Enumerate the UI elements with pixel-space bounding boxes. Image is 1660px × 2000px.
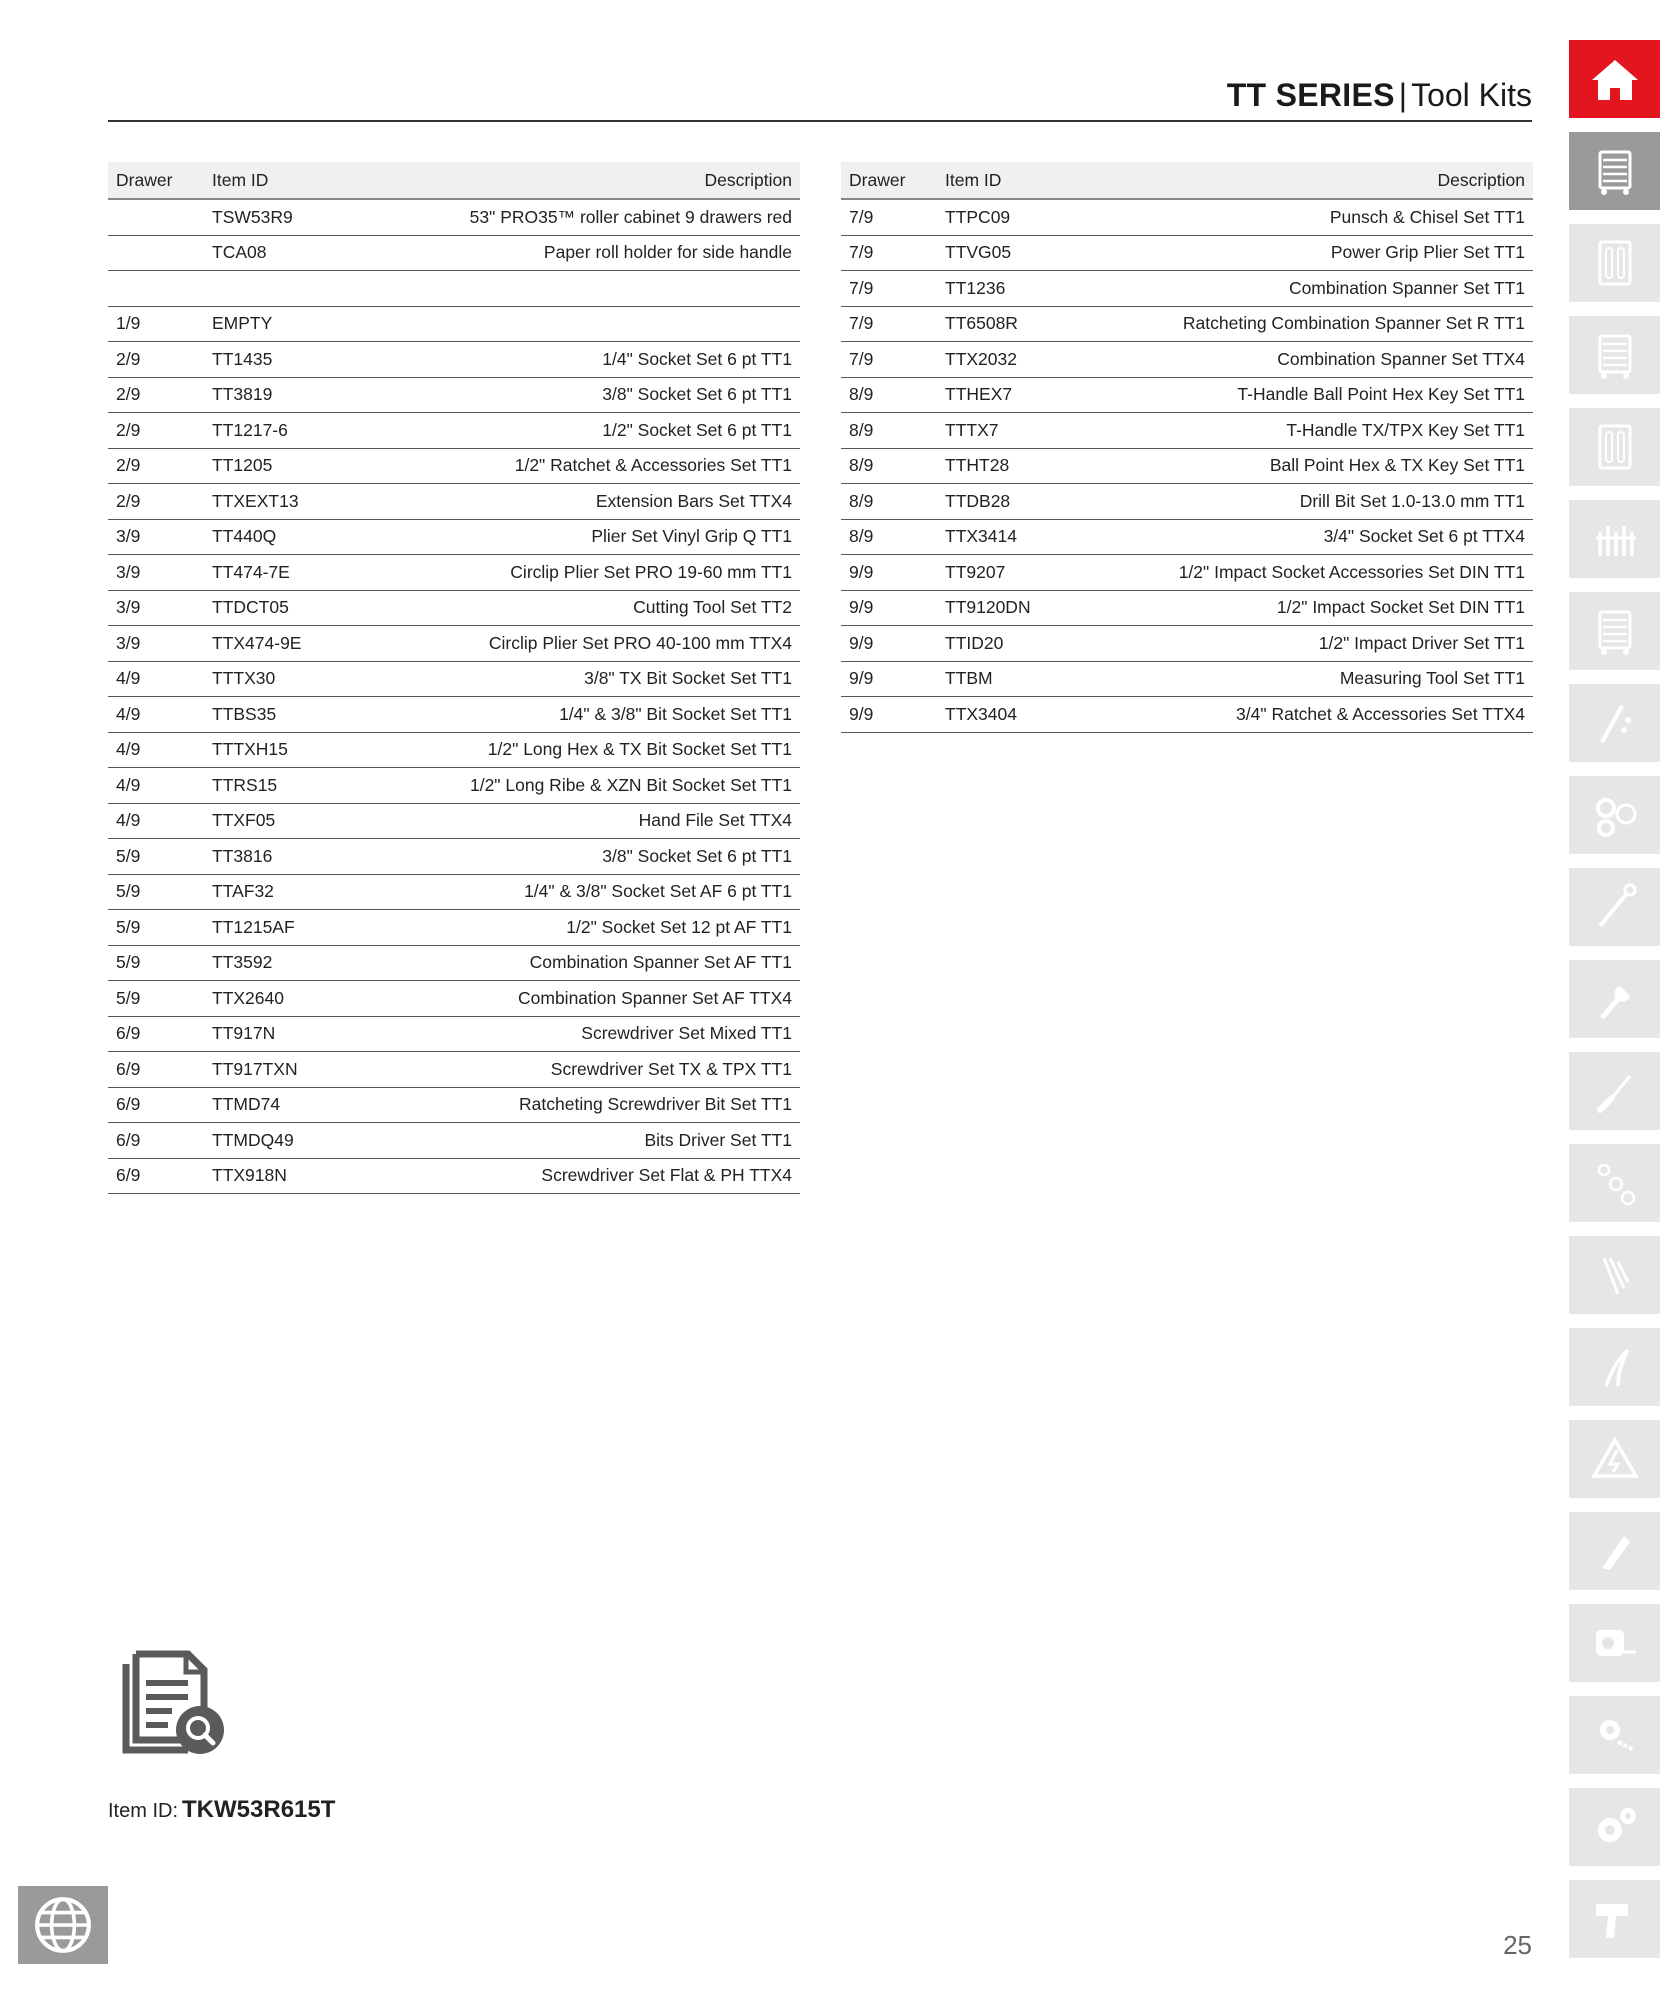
drawer-cell: 9/9 bbox=[841, 626, 937, 662]
table-row bbox=[108, 555, 800, 591]
description-cell: Bits Driver Set TT1 bbox=[390, 1123, 800, 1159]
description-cell: Extension Bars Set TTX4 bbox=[390, 484, 800, 520]
item-id-cell: TT917TXN bbox=[204, 1052, 390, 1088]
drawer-cell: 5/9 bbox=[108, 874, 204, 910]
description-cell: Combination Spanner Set AF TTX4 bbox=[390, 981, 800, 1017]
item-id-cell: TTHEX7 bbox=[937, 377, 1123, 413]
description-cell: 3/4" Ratchet & Accessories Set TTX4 bbox=[1123, 697, 1533, 733]
table-row bbox=[108, 199, 800, 235]
title-separator: | bbox=[1398, 77, 1408, 113]
drawer-cell: 5/9 bbox=[108, 839, 204, 875]
description-cell: 1/4" & 3/8" Bit Socket Set TT1 bbox=[390, 697, 800, 733]
description-cell: 1/2" Impact Socket Accessories Set DIN TT1 bbox=[1123, 555, 1533, 591]
item-id-cell: TTTX30 bbox=[204, 661, 390, 697]
sidebar-item-wrench[interactable] bbox=[1569, 960, 1660, 1038]
description-cell: Combination Spanner Set TTX4 bbox=[1123, 342, 1533, 378]
sidebar-item-tool-tray[interactable] bbox=[1569, 408, 1660, 486]
table-row bbox=[108, 732, 800, 768]
description-cell: 1/2" Socket Set 12 pt AF TT1 bbox=[390, 910, 800, 946]
left-table-body bbox=[108, 199, 800, 1194]
item-id-cell: TTPC09 bbox=[937, 199, 1123, 235]
drawer-cell: 9/9 bbox=[841, 697, 937, 733]
drawer-cell: 3/9 bbox=[108, 626, 204, 662]
pliers-icon bbox=[1588, 1340, 1642, 1394]
description-cell: 1/2" Ratchet & Accessories Set TT1 bbox=[390, 448, 800, 484]
item-id-cell: TTXEXT13 bbox=[204, 484, 390, 520]
item-id-label bbox=[108, 1796, 335, 1824]
table-row bbox=[108, 1123, 800, 1159]
drawer-cell bbox=[108, 271, 204, 307]
table-row bbox=[841, 271, 1533, 307]
description-cell: Ratcheting Combination Spanner Set R TT1 bbox=[1123, 306, 1533, 342]
item-id-cell: TTMDQ49 bbox=[204, 1123, 390, 1159]
sidebar-item-tool-set[interactable] bbox=[1569, 500, 1660, 578]
drawer-cell: 3/9 bbox=[108, 555, 204, 591]
tool-tray-icon bbox=[1588, 420, 1642, 474]
sidebar-item-tool-cabinet[interactable] bbox=[1569, 316, 1660, 394]
item-id-cell: TTX2640 bbox=[204, 981, 390, 1017]
item-id-cell: TT9207 bbox=[937, 555, 1123, 591]
sidebar-item-measuring-tape[interactable] bbox=[1569, 1604, 1660, 1682]
description-cell: 3/8" Socket Set 6 pt TT1 bbox=[390, 377, 800, 413]
sidebar-item-ratchet[interactable] bbox=[1569, 868, 1660, 946]
page-number: 25 bbox=[1503, 1930, 1532, 1960]
description-column-header: Description bbox=[390, 162, 800, 199]
description-cell: Combination Spanner Set AF TT1 bbox=[390, 945, 800, 981]
screwdriver-icon bbox=[1588, 1064, 1642, 1118]
drawer-cell: 1/9 bbox=[108, 306, 204, 342]
item-id-cell: TT474-7E bbox=[204, 555, 390, 591]
tool-cabinet-icon bbox=[1588, 144, 1642, 198]
table-row bbox=[108, 697, 800, 733]
table-row bbox=[108, 484, 800, 520]
description-cell: Ball Point Hex & TX Key Set TT1 bbox=[1123, 448, 1533, 484]
description-column-header: Description bbox=[1123, 162, 1533, 199]
drawer-cell: 8/9 bbox=[841, 448, 937, 484]
drawer-column-header: Drawer bbox=[841, 162, 937, 199]
table-row bbox=[841, 306, 1533, 342]
drawer-cell: 9/9 bbox=[841, 661, 937, 697]
table-row bbox=[108, 1052, 800, 1088]
drawer-cell: 4/9 bbox=[108, 803, 204, 839]
drawer-cell: 2/9 bbox=[108, 484, 204, 520]
sidebar-item-pliers[interactable] bbox=[1569, 1328, 1660, 1406]
tool-cabinet-icon bbox=[1588, 604, 1642, 658]
description-cell bbox=[390, 271, 800, 307]
website-button[interactable] bbox=[18, 1886, 108, 1964]
table-row bbox=[841, 342, 1533, 378]
item-id-cell: TTHT28 bbox=[937, 448, 1123, 484]
table-row bbox=[841, 199, 1533, 235]
table-row bbox=[841, 519, 1533, 555]
table-row bbox=[108, 306, 800, 342]
drawer-cell: 8/9 bbox=[841, 484, 937, 520]
item-id-caption: Item ID: bbox=[108, 1800, 179, 1822]
item-id-cell: TT917N bbox=[204, 1016, 390, 1052]
table-row bbox=[108, 981, 800, 1017]
table-row bbox=[841, 697, 1533, 733]
description-cell: 1/2" Socket Set 6 pt TT1 bbox=[390, 413, 800, 449]
table-row bbox=[108, 448, 800, 484]
description-cell: Screwdriver Set Mixed TT1 bbox=[390, 1016, 800, 1052]
description-cell: 1/4" & 3/8" Socket Set AF 6 pt TT1 bbox=[390, 874, 800, 910]
home-icon bbox=[1588, 52, 1642, 106]
description-cell: 53" PRO35™ roller cabinet 9 drawers red bbox=[390, 199, 800, 235]
table-row bbox=[841, 661, 1533, 697]
table-row bbox=[841, 235, 1533, 271]
table-header-row bbox=[841, 162, 1533, 199]
gears-icon bbox=[1588, 1800, 1642, 1854]
right-table-body bbox=[841, 199, 1533, 732]
item-id-value: TKW53R615T bbox=[182, 1796, 336, 1823]
table-row bbox=[108, 271, 800, 307]
item-id-cell: TT1236 bbox=[937, 271, 1123, 307]
description-cell: Hand File Set TTX4 bbox=[390, 803, 800, 839]
drawer-cell: 3/9 bbox=[108, 590, 204, 626]
description-cell: Paper roll holder for side handle bbox=[390, 235, 800, 271]
drawer-cell: 8/9 bbox=[841, 519, 937, 555]
ratchet-icon bbox=[1588, 880, 1642, 934]
description-cell: 3/8" Socket Set 6 pt TT1 bbox=[390, 839, 800, 875]
drawer-cell bbox=[108, 199, 204, 235]
table-row bbox=[108, 1087, 800, 1123]
item-id-cell: TTAF32 bbox=[204, 874, 390, 910]
drawer-cell: 7/9 bbox=[841, 199, 937, 235]
table-row bbox=[108, 413, 800, 449]
gear-chain-icon bbox=[1588, 1708, 1642, 1762]
description-cell: Measuring Tool Set TT1 bbox=[1123, 661, 1533, 697]
page-subtitle: Tool Kits bbox=[1411, 77, 1532, 113]
drawer-cell: 6/9 bbox=[108, 1158, 204, 1194]
bits-icon bbox=[1588, 1156, 1642, 1210]
drawer-cell: 3/9 bbox=[108, 519, 204, 555]
table-row bbox=[841, 626, 1533, 662]
item-id-cell: TTBM bbox=[937, 661, 1123, 697]
table-row bbox=[841, 448, 1533, 484]
description-cell: 3/8" TX Bit Socket Set TT1 bbox=[390, 661, 800, 697]
table-row bbox=[841, 555, 1533, 591]
item-id-cell: EMPTY bbox=[204, 306, 390, 342]
item-id-cell: TTRS15 bbox=[204, 768, 390, 804]
item-id-cell: TSW53R9 bbox=[204, 199, 390, 235]
drawer-column-header: Drawer bbox=[108, 162, 204, 199]
item-id-cell: TT3592 bbox=[204, 945, 390, 981]
description-cell: 3/4" Socket Set 6 pt TTX4 bbox=[1123, 519, 1533, 555]
item-id-cell: TTX474-9E bbox=[204, 626, 390, 662]
bit-icon bbox=[1588, 696, 1642, 750]
drawer-cell: 8/9 bbox=[841, 377, 937, 413]
description-cell: Circlip Plier Set PRO 19-60 mm TT1 bbox=[390, 555, 800, 591]
item-id-cell: TTBS35 bbox=[204, 697, 390, 733]
sidebar-item-gears[interactable] bbox=[1569, 1788, 1660, 1866]
table-row bbox=[108, 519, 800, 555]
item-id-cell: TT6508R bbox=[937, 306, 1123, 342]
multitool-icon bbox=[1588, 1248, 1642, 1302]
item-id-cell: TT1205 bbox=[204, 448, 390, 484]
drawer-cell: 6/9 bbox=[108, 1052, 204, 1088]
drawer-cell: 7/9 bbox=[841, 235, 937, 271]
table-row bbox=[108, 342, 800, 378]
description-cell: 1/2" Long Hex & TX Bit Socket Set TT1 bbox=[390, 732, 800, 768]
drawer-cell: 6/9 bbox=[108, 1087, 204, 1123]
sidebar-item-bit[interactable] bbox=[1569, 684, 1660, 762]
item-id-cell: TT1435 bbox=[204, 342, 390, 378]
page-header bbox=[108, 72, 1532, 122]
table-row bbox=[841, 413, 1533, 449]
drawer-cell: 9/9 bbox=[841, 590, 937, 626]
table-row bbox=[108, 945, 800, 981]
description-cell: Screwdriver Set TX & TPX TT1 bbox=[390, 1052, 800, 1088]
drawer-cell: 5/9 bbox=[108, 910, 204, 946]
sidebar-item-bits[interactable] bbox=[1569, 1144, 1660, 1222]
description-cell: 1/2" Impact Driver Set TT1 bbox=[1123, 626, 1533, 662]
table-header-row bbox=[108, 162, 800, 199]
drawer-cell: 8/9 bbox=[841, 413, 937, 449]
measuring-tape-icon bbox=[1588, 1616, 1642, 1670]
description-cell: Cutting Tool Set TT2 bbox=[390, 590, 800, 626]
drawer-cell: 7/9 bbox=[841, 306, 937, 342]
item-id-cell: TT3816 bbox=[204, 839, 390, 875]
description-cell: Circlip Plier Set PRO 40-100 mm TTX4 bbox=[390, 626, 800, 662]
table-row bbox=[108, 910, 800, 946]
table-row bbox=[108, 377, 800, 413]
globe-icon bbox=[32, 1894, 94, 1956]
description-cell: T-Handle Ball Point Hex Key Set TT1 bbox=[1123, 377, 1533, 413]
sidebar-item-tool-cabinet[interactable] bbox=[1569, 592, 1660, 670]
item-id-cell: TTMD74 bbox=[204, 1087, 390, 1123]
sidebar-item-screwdriver[interactable] bbox=[1569, 1052, 1660, 1130]
drawer-cell: 2/9 bbox=[108, 342, 204, 378]
drawer-cell: 4/9 bbox=[108, 768, 204, 804]
table-row bbox=[108, 874, 800, 910]
knife-icon bbox=[1588, 1524, 1642, 1578]
item-id-cell: TTTXH15 bbox=[204, 732, 390, 768]
sidebar-item-gear-chain[interactable] bbox=[1569, 1696, 1660, 1774]
table-row bbox=[108, 839, 800, 875]
item-id-cell: TTX3414 bbox=[937, 519, 1123, 555]
table-row bbox=[108, 1158, 800, 1194]
item-id-cell: TTID20 bbox=[937, 626, 1123, 662]
drawer-cell: 7/9 bbox=[841, 271, 937, 307]
item-id-cell: TTTX7 bbox=[937, 413, 1123, 449]
item-id-cell: TTXF05 bbox=[204, 803, 390, 839]
tool-set-icon bbox=[1588, 512, 1642, 566]
item-id-cell bbox=[204, 271, 390, 307]
power-drill-icon bbox=[1588, 1892, 1642, 1946]
item-id-cell: TTVG05 bbox=[937, 235, 1123, 271]
sidebar-item-socket[interactable] bbox=[1569, 776, 1660, 854]
sidebar-item-tool-cabinet[interactable] bbox=[1569, 132, 1660, 210]
item-id-cell: TTX3404 bbox=[937, 697, 1123, 733]
drawer-cell: 2/9 bbox=[108, 413, 204, 449]
item-id-cell: TTX918N bbox=[204, 1158, 390, 1194]
tool-cabinet-icon bbox=[1588, 328, 1642, 382]
drawer-cell: 5/9 bbox=[108, 981, 204, 1017]
tool-tray-icon bbox=[1588, 236, 1642, 290]
item-id-column-header: Item ID bbox=[937, 162, 1123, 199]
item-id-cell: TCA08 bbox=[204, 235, 390, 271]
description-cell: Drill Bit Set 1.0-13.0 mm TT1 bbox=[1123, 484, 1533, 520]
drawer-cell: 2/9 bbox=[108, 377, 204, 413]
description-cell: Combination Spanner Set TT1 bbox=[1123, 271, 1533, 307]
table-row bbox=[841, 590, 1533, 626]
drawer-cell: 6/9 bbox=[108, 1123, 204, 1159]
item-id-cell: TT440Q bbox=[204, 519, 390, 555]
item-id-cell: TTDCT05 bbox=[204, 590, 390, 626]
drawer-cell: 6/9 bbox=[108, 1016, 204, 1052]
description-cell: 1/4" Socket Set 6 pt TT1 bbox=[390, 342, 800, 378]
item-id-cell: TT1217-6 bbox=[204, 413, 390, 449]
drawer-cell: 7/9 bbox=[841, 342, 937, 378]
table-row bbox=[108, 235, 800, 271]
table-row bbox=[108, 590, 800, 626]
description-cell: 1/2" Impact Socket Set DIN TT1 bbox=[1123, 590, 1533, 626]
drawer-cell: 4/9 bbox=[108, 661, 204, 697]
sidebar-item-electrical-warning[interactable] bbox=[1569, 1420, 1660, 1498]
description-cell: Punsch & Chisel Set TT1 bbox=[1123, 199, 1533, 235]
description-cell: Power Grip Plier Set TT1 bbox=[1123, 235, 1533, 271]
drawer-cell: 4/9 bbox=[108, 732, 204, 768]
table-row bbox=[108, 661, 800, 697]
table-row bbox=[108, 803, 800, 839]
item-id-cell: TTDB28 bbox=[937, 484, 1123, 520]
description-cell: 1/2" Long Ribe & XZN Bit Socket Set TT1 bbox=[390, 768, 800, 804]
sidebar-item-tool-tray[interactable] bbox=[1569, 224, 1660, 302]
drawer-cell: 2/9 bbox=[108, 448, 204, 484]
document-search-icon bbox=[118, 1650, 230, 1760]
item-id-cell: TT3819 bbox=[204, 377, 390, 413]
sidebar-item-multitool[interactable] bbox=[1569, 1236, 1660, 1314]
description-cell: Screwdriver Set Flat & PH TTX4 bbox=[390, 1158, 800, 1194]
socket-icon bbox=[1588, 788, 1642, 842]
description-cell: Ratcheting Screwdriver Bit Set TT1 bbox=[390, 1087, 800, 1123]
item-id-cell: TT9120DN bbox=[937, 590, 1123, 626]
description-cell bbox=[390, 306, 800, 342]
drawer-cell: 9/9 bbox=[841, 555, 937, 591]
right-parts-table bbox=[841, 162, 1533, 733]
table-row bbox=[108, 626, 800, 662]
wrench-icon bbox=[1588, 972, 1642, 1026]
item-id-cell: TTX2032 bbox=[937, 342, 1123, 378]
table-row bbox=[108, 768, 800, 804]
drawer-cell: 4/9 bbox=[108, 697, 204, 733]
sidebar-item-power-drill[interactable] bbox=[1569, 1880, 1660, 1958]
series-title: TT SERIES bbox=[1226, 77, 1395, 113]
sidebar-item-home[interactable] bbox=[1569, 40, 1660, 118]
sidebar-item-knife[interactable] bbox=[1569, 1512, 1660, 1590]
table-row bbox=[841, 377, 1533, 413]
table-row bbox=[841, 484, 1533, 520]
table-row bbox=[108, 1016, 800, 1052]
item-id-cell: TT1215AF bbox=[204, 910, 390, 946]
drawer-cell: 5/9 bbox=[108, 945, 204, 981]
description-cell: T-Handle TX/TPX Key Set TT1 bbox=[1123, 413, 1533, 449]
description-cell: Plier Set Vinyl Grip Q TT1 bbox=[390, 519, 800, 555]
electrical-warning-icon bbox=[1588, 1432, 1642, 1486]
item-id-column-header: Item ID bbox=[204, 162, 390, 199]
left-parts-table bbox=[108, 162, 800, 1194]
drawer-cell bbox=[108, 235, 204, 271]
